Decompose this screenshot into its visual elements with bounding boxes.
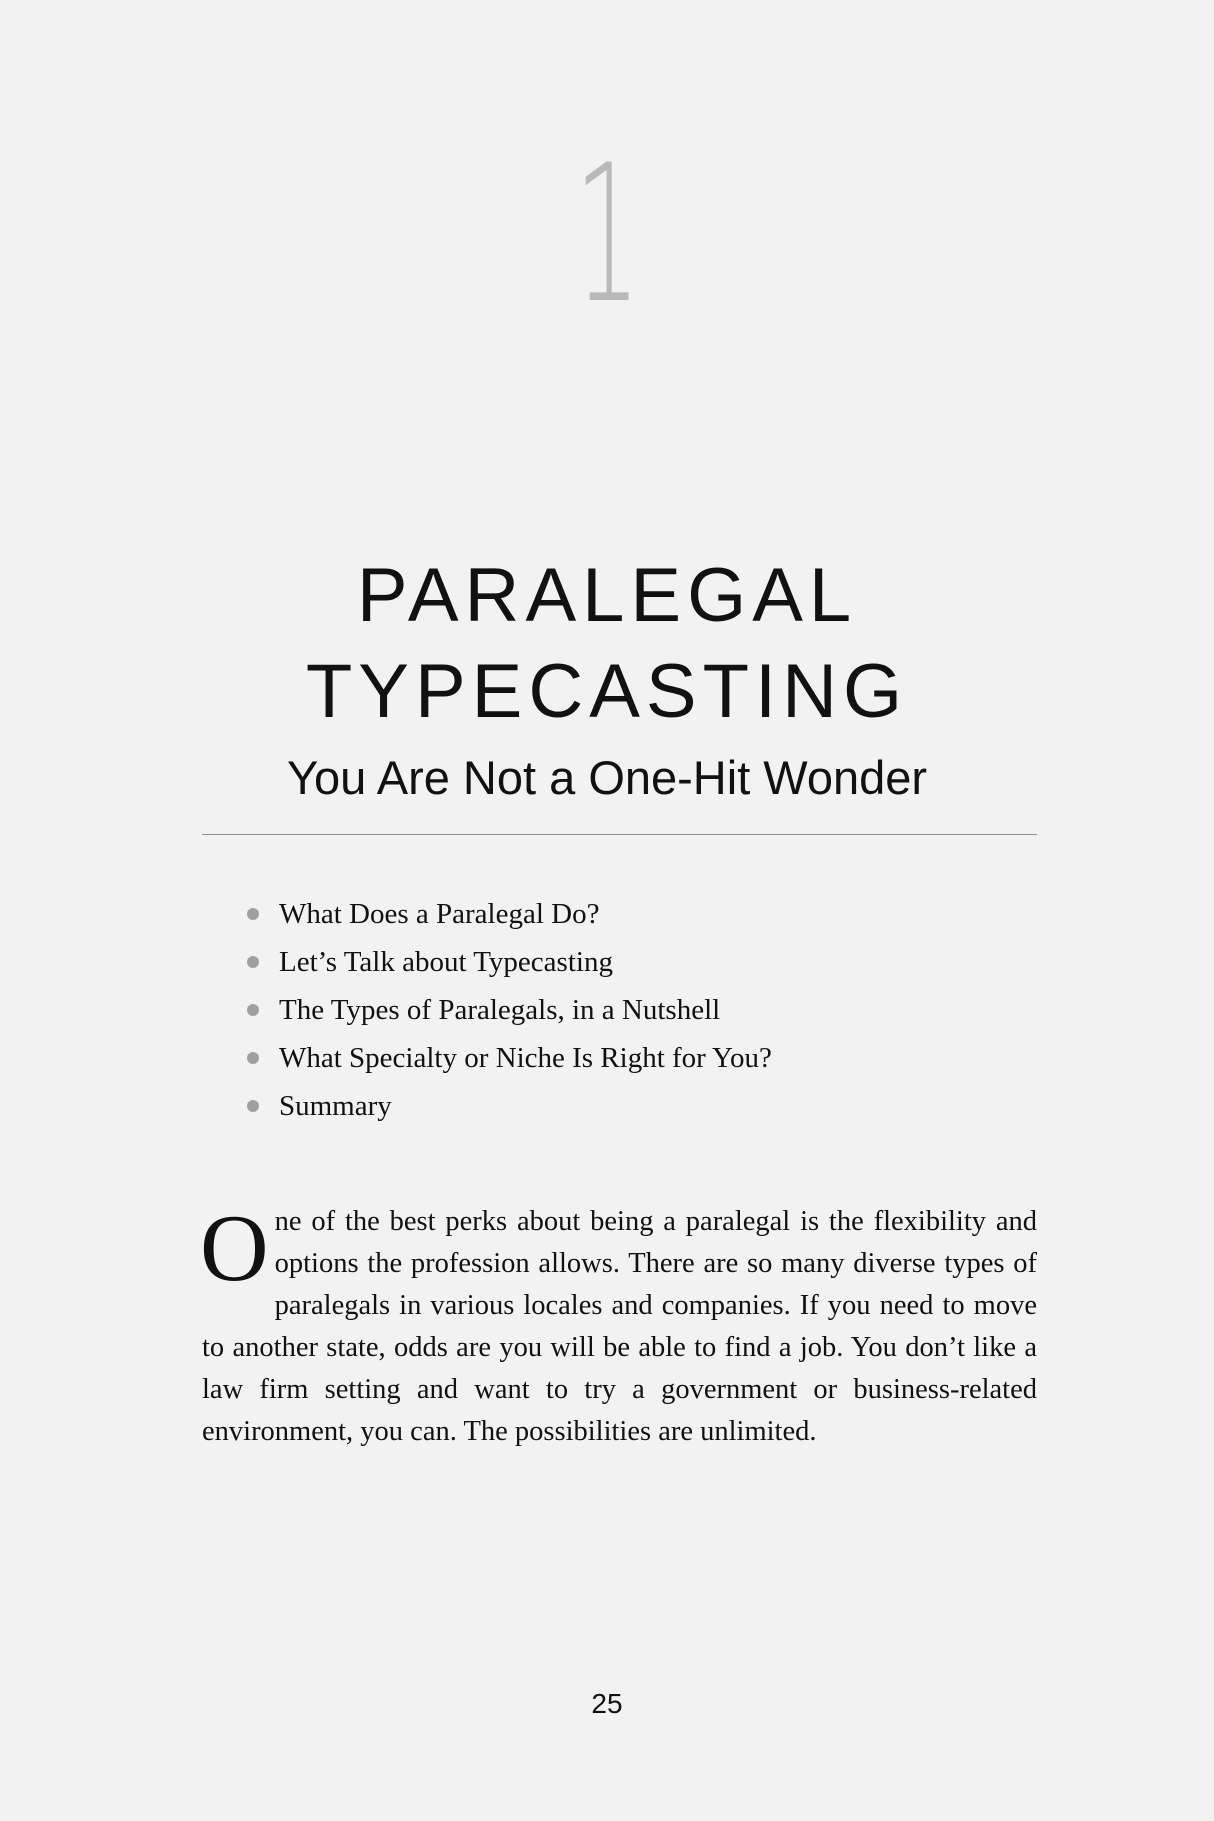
bullet-icon — [247, 1100, 259, 1112]
title-divider — [202, 834, 1037, 835]
page-number: 25 — [591, 1688, 623, 1719]
chapter-title-line-2: TYPECASTING — [305, 649, 909, 734]
topic-item — [245, 1082, 772, 1130]
topic-label: The Types of Paralegals, in a Nutshell — [279, 994, 721, 1026]
chapter-number-digit: 1 — [573, 124, 641, 345]
topic-item — [245, 938, 772, 986]
body-paragraph-text: ne of the best perks about being a paralegal is the flexibility and options the profession allows. There are so many diverse types of paralegals in various locales and companies. If you need to move to another state, odds are you will be able to find a job. You don’t like a law firm setting and want to try a government or business-related environment, you can. The possibilities are unlimited. — [202, 1206, 1037, 1447]
chapter-topics-list — [245, 890, 772, 1130]
topic-item — [245, 1034, 772, 1082]
chapter-number — [0, 124, 1214, 345]
topic-label: What Does a Paralegal Do? — [279, 898, 600, 930]
bullet-icon — [247, 956, 259, 968]
bullet-icon — [247, 1004, 259, 1016]
bullet-icon — [247, 908, 259, 920]
chapter-title — [0, 548, 1214, 740]
chapter-title-line-1: PARALEGAL — [356, 553, 858, 638]
topic-item — [245, 986, 772, 1034]
topic-label: What Specialty or Niche Is Right for You? — [279, 1042, 772, 1074]
body-paragraph — [200, 1195, 1037, 1453]
topic-item — [245, 890, 772, 938]
topic-label: Let’s Talk about Typecasting — [279, 946, 613, 978]
topic-label: Summary — [279, 1090, 392, 1122]
drop-cap: O — [200, 1195, 269, 1301]
bullet-icon — [247, 1052, 259, 1064]
chapter-subtitle: You Are Not a One-Hit Wonder — [286, 751, 928, 804]
